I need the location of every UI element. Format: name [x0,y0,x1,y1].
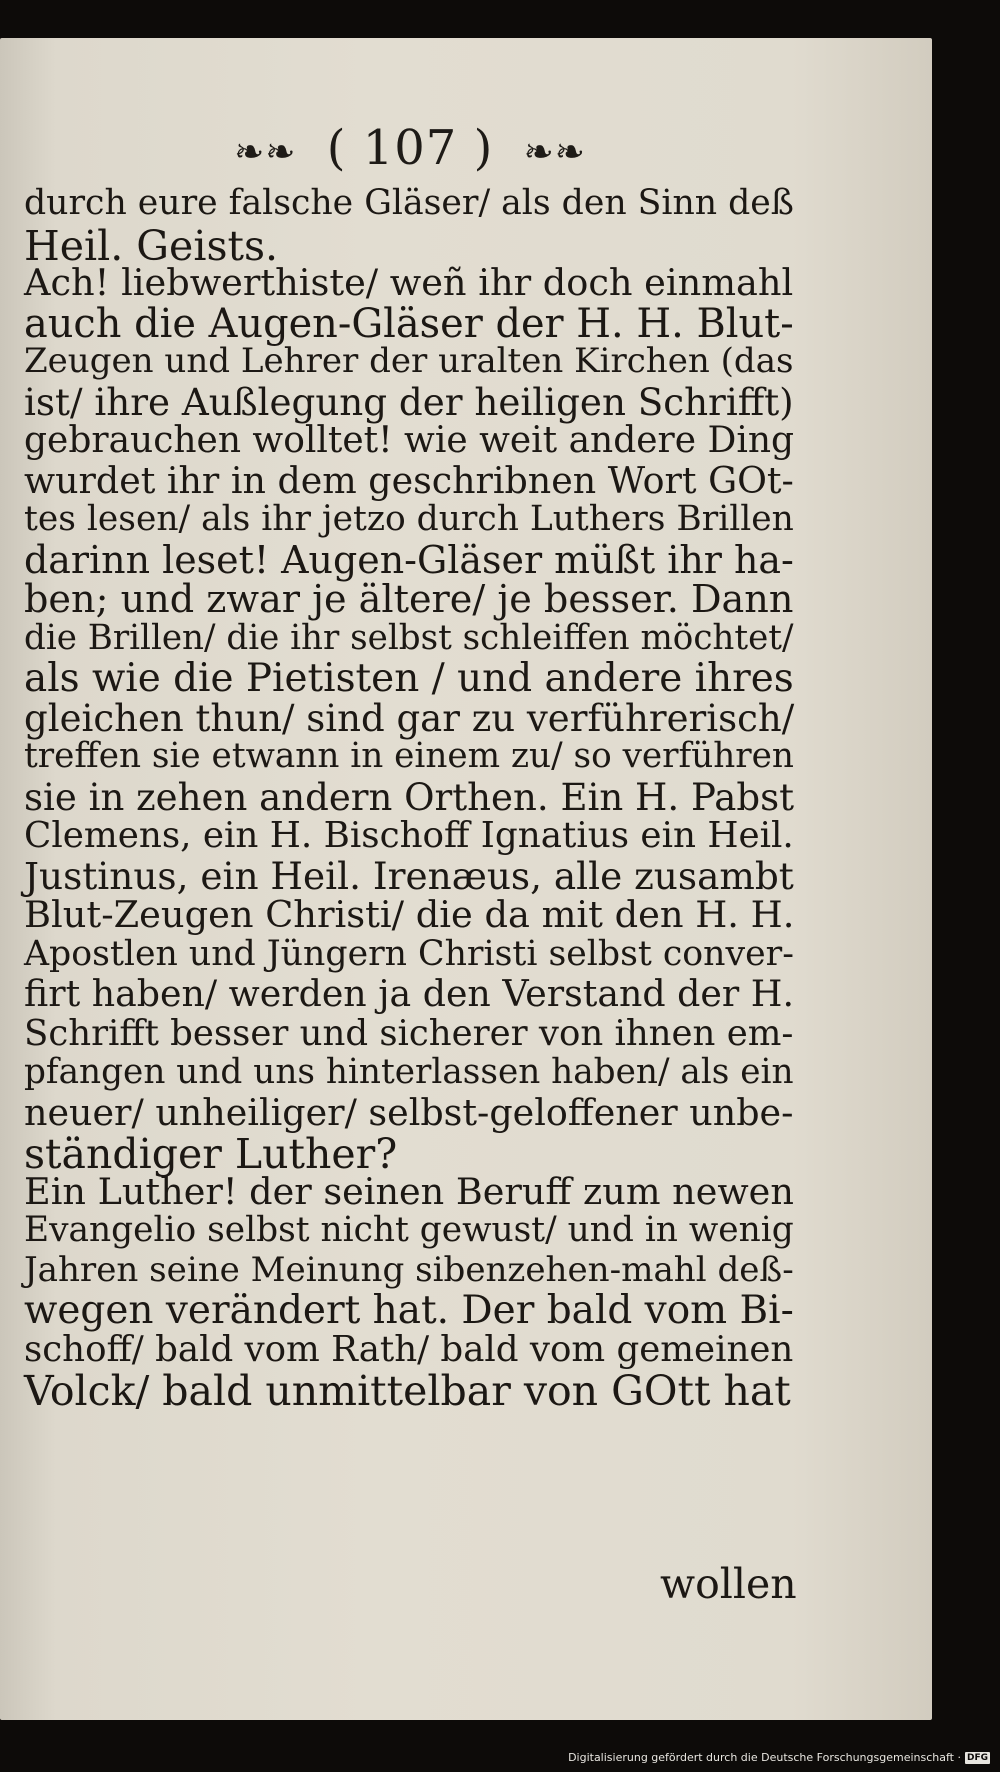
text-line: Schrifft besser und sicherer von ihnen em- [24,1012,794,1054]
text-line: Ein Luther! der seinen Beruff zum newen [24,1169,794,1213]
text-line: Apostlen und Jüngern Christi selbst conver- [24,933,794,974]
text-line: gleichen thun/ sind gar zu verführerisch/ [24,696,795,740]
text-line: Clemens, ein H. Bischoff Ignatius ein Heil. [24,815,794,856]
header-ornament-right: ❧❧ [523,132,586,173]
text-line: Heil. Geists. [24,221,279,270]
text-line: Blut-Zeugen Christi/ die da mit den H. H. [24,893,795,936]
header-ornament-left: ❧❧ [234,132,297,173]
text-line: die Brillen/ die ihr selbst schleiffen möchtet/ [24,617,794,658]
text-line: wegen verändert hat. Der bald vom Bi- [24,1288,794,1333]
catchword: wollen [660,1560,797,1608]
dfg-logo: DFG [966,1752,988,1763]
text-line: Zeugen und Lehrer der uralten Kirchen (das [24,341,794,381]
text-line: Volck/ bald unmittelbar von GOtt hat [24,1367,791,1415]
text-line: firt haben/ werden ja den Verstand der H. [24,972,794,1015]
text-line: gebrauchen wolltet! wie weit andere Ding [24,420,795,461]
text-line: Jahren seine Meinung sibenzehen-mahl deß- [24,1249,794,1290]
text-line: ben; und zwar je ältere/ je besser. Dann [24,578,794,622]
text-line: darinn leset! Augen-Gläser müßt ihr ha- [24,537,794,582]
text-line: pfangen und uns hinterlassen haben/ als ein [24,1052,794,1092]
text-line: treffen sie etwann in einem zu/ so verführen [24,736,794,776]
text-line: Ach! liebwerthiste/ weñ ihr doch einmahl [24,261,794,304]
book-page [0,38,932,1720]
text-line: Justinus, ein Heil. Irenæus, alle zusambt [24,853,794,898]
text-line: Evangelio selbst nicht gewust/ und in wenig [24,1210,794,1250]
text-line: sie in zehen andern Orthen. Ein H. Pabst [24,775,795,819]
text-line: als wie die Pietisten / und andere ihres [24,656,794,701]
text-line: auch die Augen-Gläser der H. H. Blut- [24,300,794,347]
text-line: ständiger Luther? [24,1130,398,1178]
running-header [0,120,820,176]
text-line: ist/ ihre Außlegung der heiligen Schrifft) [24,379,794,424]
text-line: wurdet ihr in dem geschribnen Wort GOt- [24,458,794,502]
text-line: neuer/ unheiliger/ selbst-geloffener unbe- [24,1090,794,1134]
page-number: ( 107 ) [326,120,494,176]
digitization-credit [568,1751,990,1764]
text-line: schoff/ bald vom Rath/ bald vom gemeinen [24,1328,794,1370]
text-line: tes lesen/ als ihr jetzo durch Luthers Brillen [24,499,794,539]
credit-text: Digitalisierung gefördert durch die Deutsche Forschungsgemeinschaft · [568,1751,961,1764]
text-line: durch eure falsche Gläser/ als den Sinn deß [24,183,794,223]
